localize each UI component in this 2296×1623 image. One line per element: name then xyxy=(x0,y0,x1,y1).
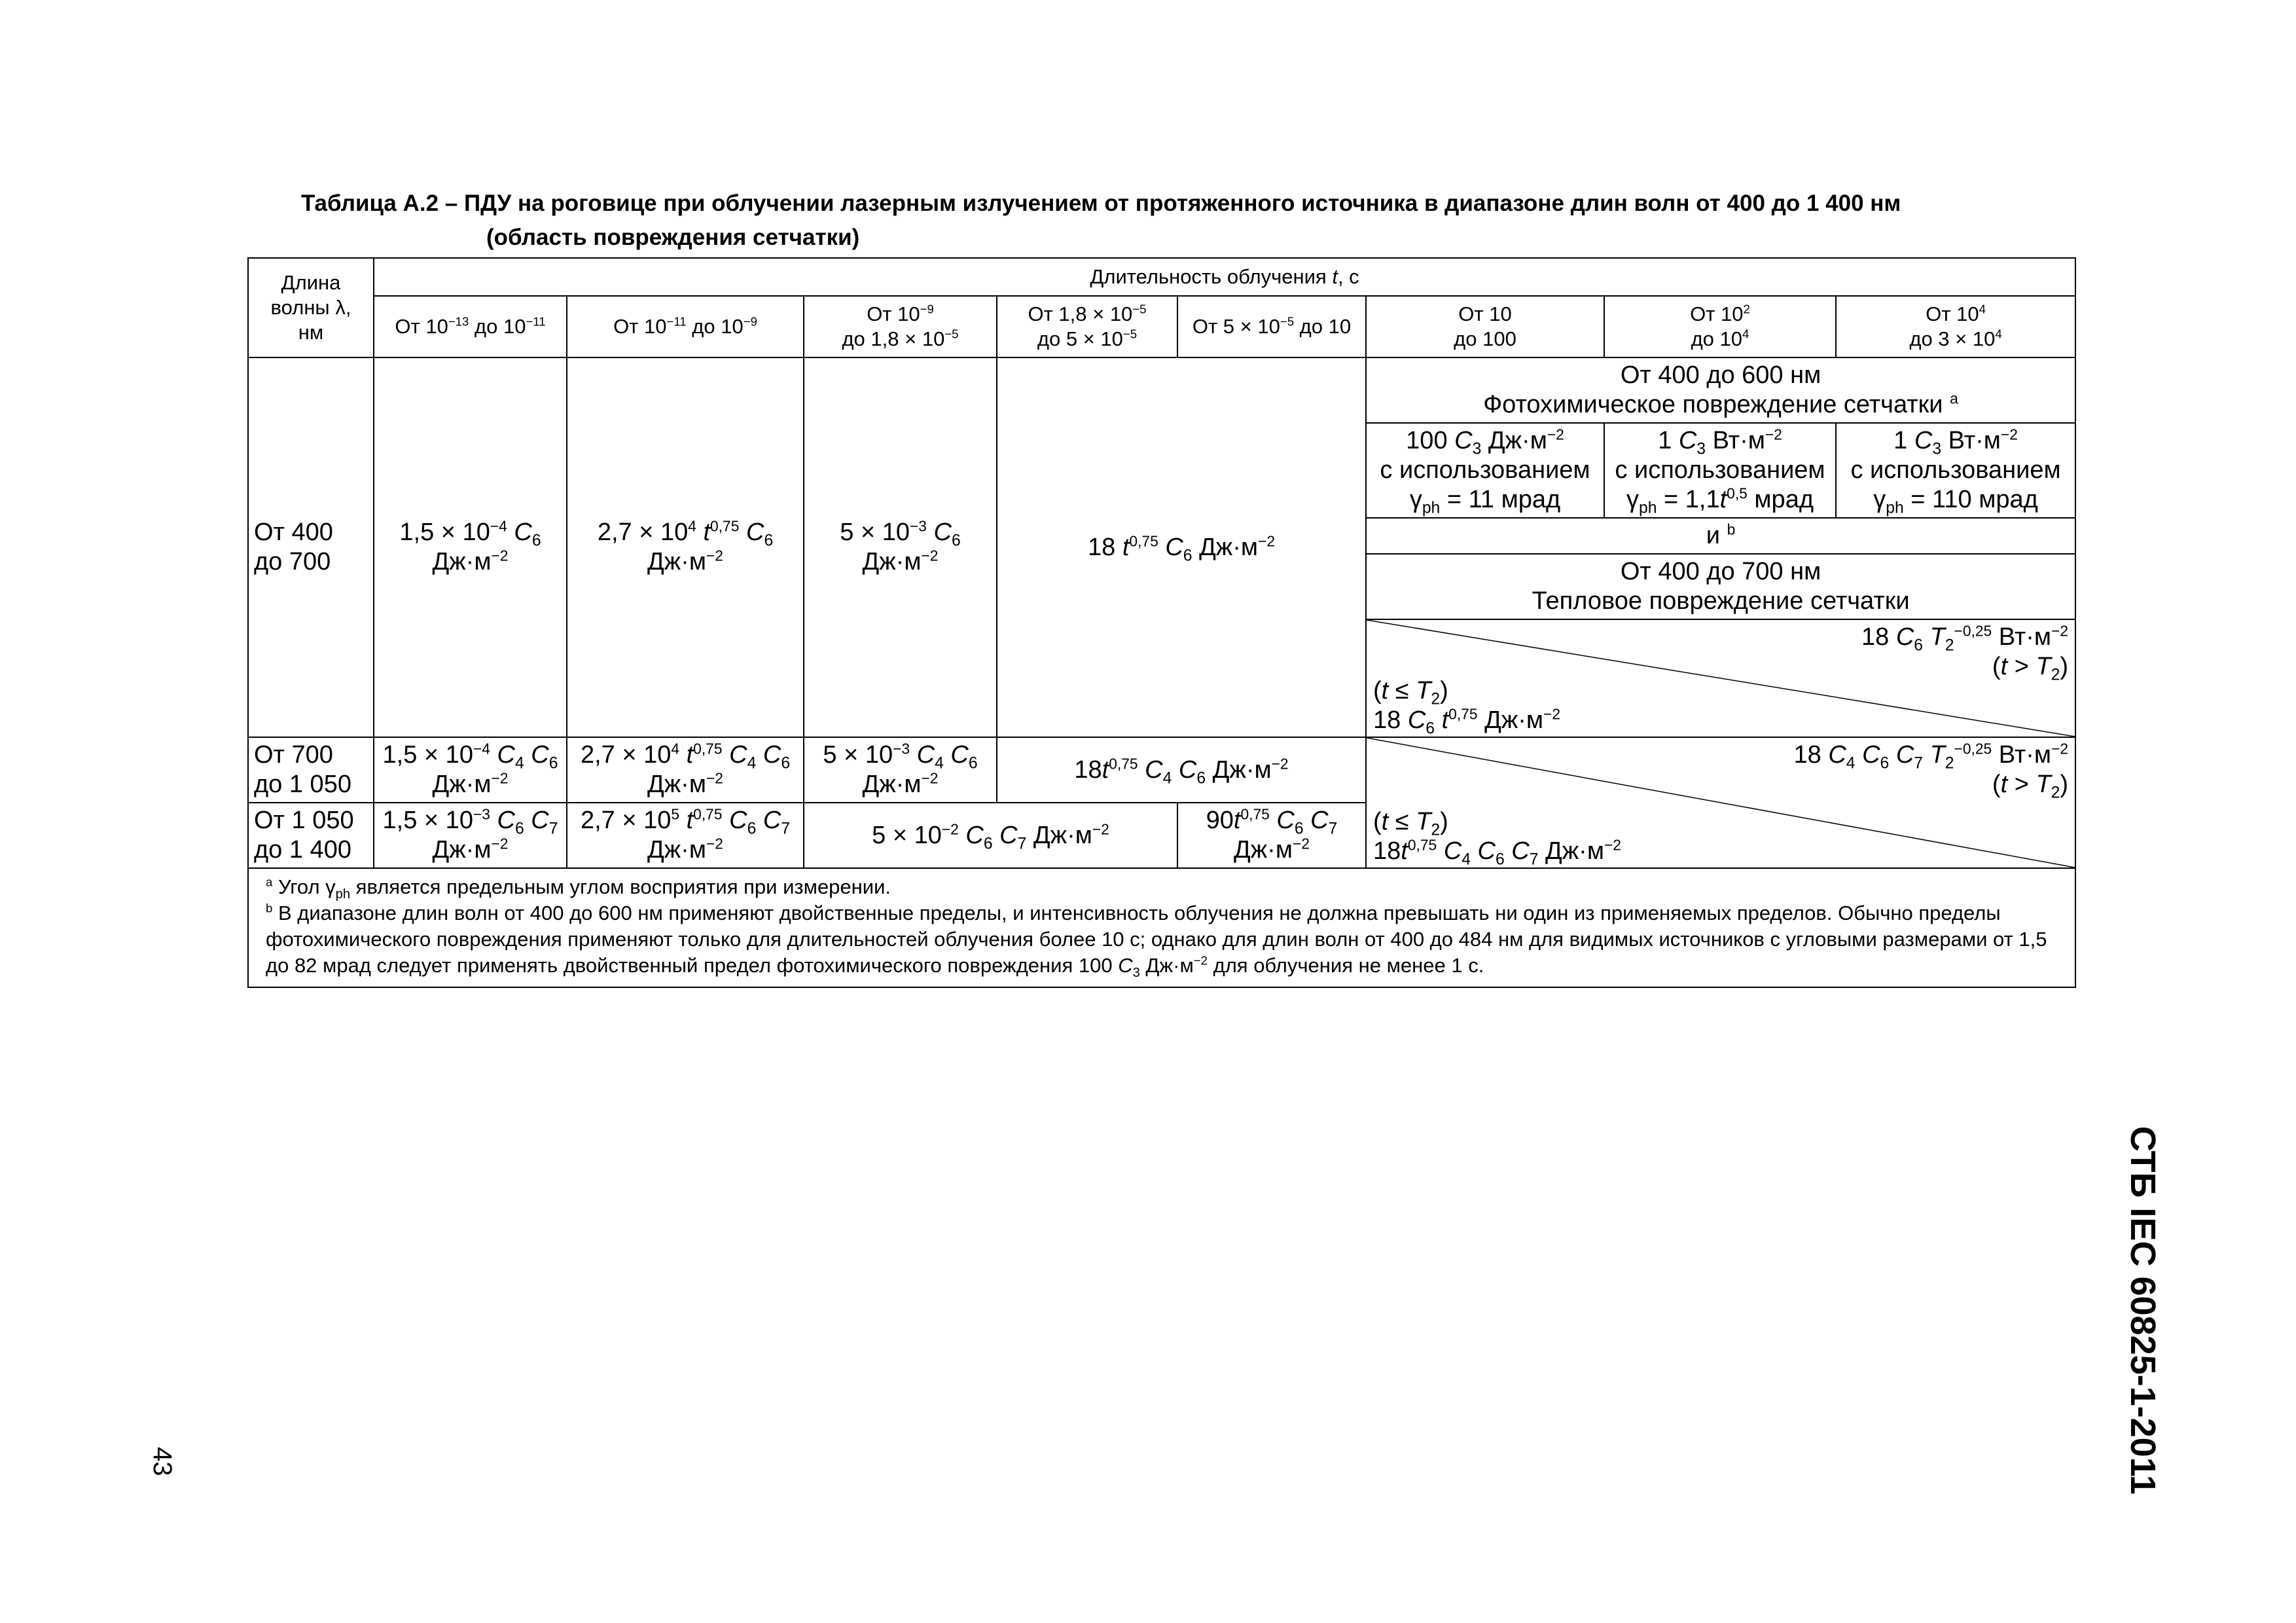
caption-line-2: (область повреждения сетчатки) xyxy=(486,225,860,250)
duration-col-4: От $1,8 \times 10^{-5}$ до $5 \times 10^{-5}$ xyxy=(997,296,1177,357)
mpe-700-1050-col-4-5: $18t^{0,75}$ $C_4$ $C_6$ $Дж\cdot м^{-2}$ xyxy=(997,737,1366,803)
mpe-700-1050-col-1: $1,5 \times 10^{-4}$ $C_4$ $C_6$ $Дж\cdot м^{-2}$ xyxy=(374,737,567,803)
mpe-400-700-col-1: $1,5 \times 10^{-4}$ $C_6$ $Дж\cdot м^{-2}$ xyxy=(374,357,567,737)
wavelength-header: Длина волны λ, нм xyxy=(248,258,374,357)
wavelength-1050-1400: От 1 050 до 1 400 xyxy=(248,803,374,868)
table-row xyxy=(248,357,2075,423)
and-cell: и $^b$ xyxy=(1366,518,2075,554)
photochemical-limit-3: 1 $C_3$ $Вт\cdot м^{-2}$ с использованием $\gamma_{ph} = 110$ мрад xyxy=(1836,423,2075,518)
document-code: СТБ IEC 60825-1-2011 xyxy=(2123,1126,2162,1495)
mpe-400-700-col-4-5: 18 $t^{0,75}$ $C_6$ $Дж\cdot м^{-2}$ xyxy=(997,357,1366,737)
wavelength-400-700: От 400 до 700 xyxy=(248,357,374,737)
duration-col-7: От $10^2$ до $10^4$ xyxy=(1604,296,1836,357)
thermal-limit-long: 18 $C_6$ $T_2^{-0,25}$ $Вт\cdot м^{-2}$ $(t > T_2)$ xyxy=(1861,622,2069,684)
thermal-limit-700-1400 xyxy=(1366,737,2075,868)
mpe-700-1050-col-3: $5 \times 10^{-3}$ $C_4$ $C_6$ $Дж\cdot м^{-2}$ xyxy=(804,737,997,803)
duration-col-6: От 10 до 100 xyxy=(1366,296,1604,357)
photochemical-limit-1: 100 $C_3$ $Дж\cdot м^{-2}$ с использованием $\gamma_{ph} = 11$ мрад xyxy=(1366,423,1604,518)
duration-col-2: От $10^{-11}$ до $10^{-9}$ xyxy=(567,296,804,357)
duration-col-5: От $5 \times 10^{-5}$ до 10 xyxy=(1177,296,1366,357)
duration-col-3: От $10^{-9}$ до $1,8 \times 10^{-5}$ xyxy=(804,296,997,357)
duration-header: Длительность облучения t, с xyxy=(374,258,2075,296)
footnote-a: $^a$ Угол $\gamma_{ph}$ является предельным углом восприятия при измерении. xyxy=(266,875,891,902)
table-row xyxy=(248,737,2075,803)
mpe-1050-1400-col-1: $1,5 \times 10^{-3}$ $C_6$ $C_7$ $Дж\cdot м^{-2}$ xyxy=(374,803,567,868)
caption-line-1: Таблица А.2 – ПДУ на роговице при облучении лазерным излучением от протяженного источника в диапазоне длин волн от 400 до 1 400 нм xyxy=(301,191,1901,216)
thermal-limit-short-ir: $(t \le T_2)$ $18t^{0,75}$ $C_4$ $C_6$ $C_7$ $Дж\cdot м^{-2}$ xyxy=(1373,808,1621,868)
thermal-limit-long-ir: 18 $C_4$ $C_6$ $C_7$ $T_2^{-0,25}$ $Вт\cdot м^{-2}$ $(t > T_2)$ xyxy=(1793,740,2069,802)
footnotes-row xyxy=(248,868,2075,987)
thermal-header: От 400 до 700 нм Тепловое повреждение сетчатки xyxy=(1366,554,2075,619)
duration-col-1: От $10^{-13}$ до $10^{-11}$ xyxy=(374,296,567,357)
header-row-1 xyxy=(248,258,2075,296)
mpe-table xyxy=(247,257,2076,988)
header-row-2 xyxy=(248,296,2075,357)
mpe-1050-1400-col-2: $2,7 \times 10^5$ $t^{0,75}$ $C_6$ $C_7$ $Дж\cdot м^{-2}$ xyxy=(567,803,804,868)
photochemical-header: От 400 до 600 нм Фотохимическое повреждение сетчатки $^a$ xyxy=(1366,357,2075,423)
thermal-limit-short: $(t \le T_2)$ 18 $C_6$ $t^{0,75}$ $Дж\cdot м^{-2}$ xyxy=(1373,677,1561,737)
mpe-400-700-col-2: $2,7 \times 10^4$ $t^{0,75}$ $C_6$ $Дж\cdot м^{-2}$ xyxy=(567,357,804,737)
photochemical-limit-2: 1 $C_3$ $Вт\cdot м^{-2}$ с использованием $\gamma_{ph} = 1,1t^{0,5}$ мрад xyxy=(1604,423,1836,518)
footnotes xyxy=(248,868,2075,987)
wavelength-700-1050: От 700 до 1 050 xyxy=(248,737,374,803)
table-caption xyxy=(301,187,2068,255)
mpe-1050-1400-col-5: $90t^{0,75}$ $C_6$ $C_7$ $Дж\cdot м^{-2}$ xyxy=(1177,803,1366,868)
footnote-b: $^b$ В диапазоне длин волн от 400 до 600 нм применяют двойственные пределы, и интенсивность облучения не должна превышать ни один из применяемых пределов. Обычно пределы фотохимического повреждения применяют только для длительностей облучения более 10 с; однако для длин волн от 400 до 484 нм для видимых источников с угловыми размерами от 1,5 до 82 мрад следует применять двойственный предел фотохимического повреждения 100 $C_3$ $Дж\cdot м^{-2}$ для облучения не менее 1 с. xyxy=(266,901,2047,981)
thermal-limit-400-700 xyxy=(1366,619,2075,737)
duration-col-8: От $10^4$ до $3 \times 10^4$ xyxy=(1836,296,2075,357)
page-number: 43 xyxy=(148,1447,177,1476)
mpe-1050-1400-col-3-4: $5 \times 10^{-2}$ $C_6$ $C_7$ $Дж\cdot м^{-2}$ xyxy=(804,803,1177,868)
mpe-400-700-col-3: $5 \times 10^{-3}$ $C_6$ $Дж\cdot м^{-2}$ xyxy=(804,357,997,737)
mpe-700-1050-col-2: $2,7 \times 10^4$ $t^{0,75}$ $C_4$ $C_6$ $Дж\cdot м^{-2}$ xyxy=(567,737,804,803)
